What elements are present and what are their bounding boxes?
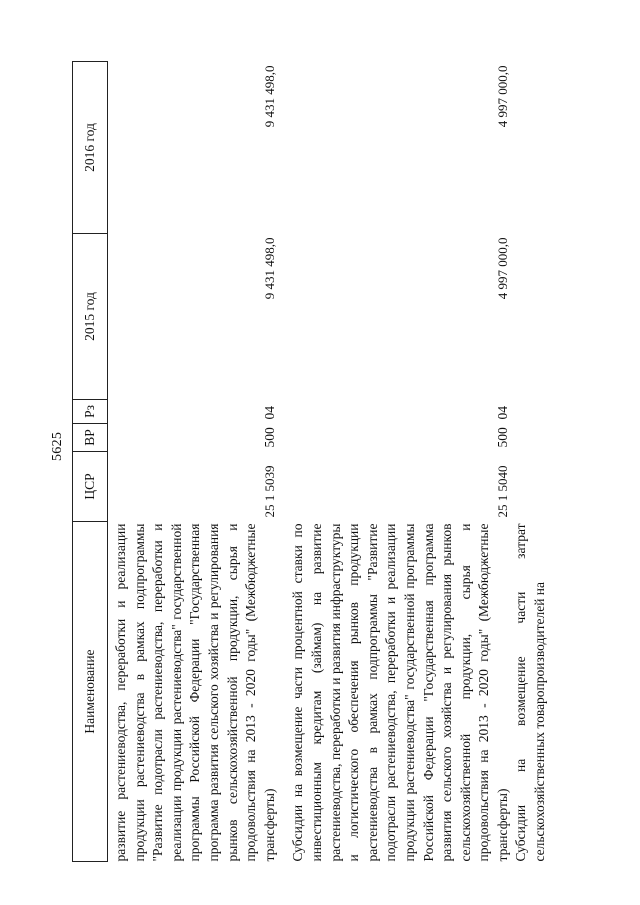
row-csr (512, 452, 549, 522)
row-rz: 04 (494, 406, 510, 420)
page-number: 5625 (50, 431, 65, 461)
row-rz: 04 (261, 406, 277, 420)
budget-table-container (72, 62, 608, 862)
table-row (279, 62, 512, 862)
row-csr: 25 1 5039 (261, 465, 277, 518)
row-csr: 25 1 5040 (494, 465, 510, 518)
row-2015: 4 997 000,0 (494, 237, 510, 300)
table-header-row (73, 62, 108, 862)
header-2016: 2016 год (73, 62, 108, 234)
row-2016: 9 431 498,0 (261, 65, 277, 128)
header-csr: ЦСР (73, 452, 108, 522)
header-rz: Рз (73, 400, 108, 424)
table-row (512, 62, 549, 862)
row-name: развитие растениеводства, переработки и реализации продукции растениеводства в рамках подпрограммы "Развитие подотрасли растениеводства, переработки и реализации продукции растениеводства" государственной программы Российской Федерации "Государственная программа развития сельского хозяйства и регулирования рынков сельскохозяйственной продукции, сырья и продовольствия на 2013 - 2020 годы" (Межбюджетные трансферты) (113, 523, 277, 862)
budget-table (72, 61, 550, 862)
row-vr: 500 (494, 427, 510, 448)
row-vr (512, 424, 549, 452)
row-name: Субсидии на возмещение части затрат сельскохозяйственных товаропроизводителей на (513, 523, 548, 862)
row-2016 (512, 62, 549, 234)
row-2015: 9 431 498,0 (261, 237, 277, 300)
row-rz (512, 400, 549, 424)
header-vr: ВР (73, 424, 108, 452)
header-name: Наименование (73, 522, 108, 862)
row-2016: 4 997 000,0 (494, 65, 510, 128)
row-vr: 500 (261, 427, 277, 448)
table-row (108, 62, 280, 862)
header-2015: 2015 год (73, 234, 108, 400)
row-2015 (512, 234, 549, 400)
row-name: Субсидии на возмещение части процентной ставки по инвестиционным кредитам (займам) на развитие растениеводства, переработки и развития инфраструктуры и логистического обеспечения рынков продукции растениеводства в рамках подпрограммы "Развитие подотрасли растениеводства, переработки и реализации продукции растениеводства" государственной программы Российской Федерации "Государственная программа развития сельского хозяйства и регулирования рынков сельскохозяйственной продукции, сырья и продовольствия на 2013 - 2020 годы" (Межбюджетные трансферты) (290, 523, 510, 862)
